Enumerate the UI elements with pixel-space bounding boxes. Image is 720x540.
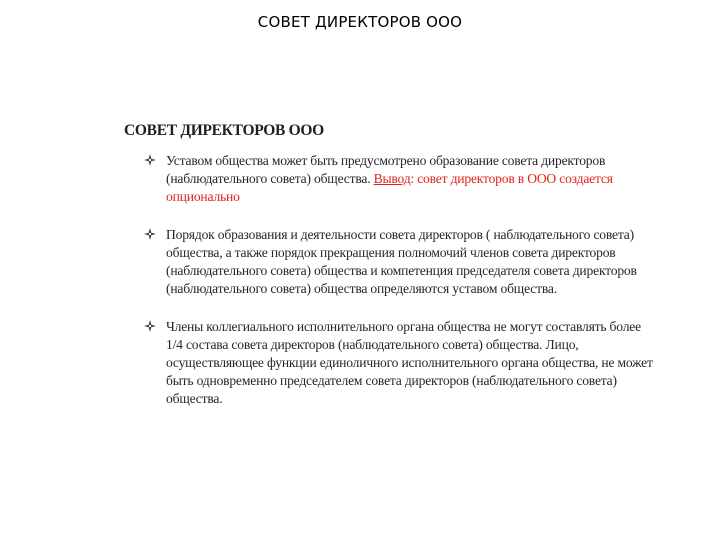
diamond-bullet-icon [144,154,156,166]
bullet-item [124,226,654,298]
conclusion-text: : совет директоров в ООО создается опционально [166,171,613,204]
bullet-text: Порядок образования и деятельности совета директоров ( наблюдательного совета) общества, а также порядок прекращения полномочий членов совета директоров (наблюдательного совета) общества и компетенция председателя совета директоров (наблюдательного совета) общества определяются уставом общества. [166,227,637,296]
diamond-bullet-icon [144,228,156,240]
page-title: СОВЕТ ДИРЕКТОРОВ ООО [257,13,463,31]
diamond-bullet-icon [144,320,156,332]
bullet-item [124,318,654,408]
conclusion-label: Вывод [373,171,411,186]
slide-content [124,122,654,428]
bullet-text: Члены коллегиального исполнительного органа общества не могут составлять более 1/4 состава совета директоров (наблюдательного совета) общества. Лицо, осуществляющее функции единоличного исполнительного органа общества, не может быть одновременно председателем совета директоров (наблюдательного совета) общества. [166,319,653,406]
bullet-list [124,152,654,408]
bullet-item [124,152,654,206]
bullet-text: Уставом общества может быть предусмотрено образование совета директоров (наблюдательного совета) общества. [166,153,606,186]
slide-heading: СОВЕТ ДИРЕКТОРОВ ООО [124,122,324,139]
